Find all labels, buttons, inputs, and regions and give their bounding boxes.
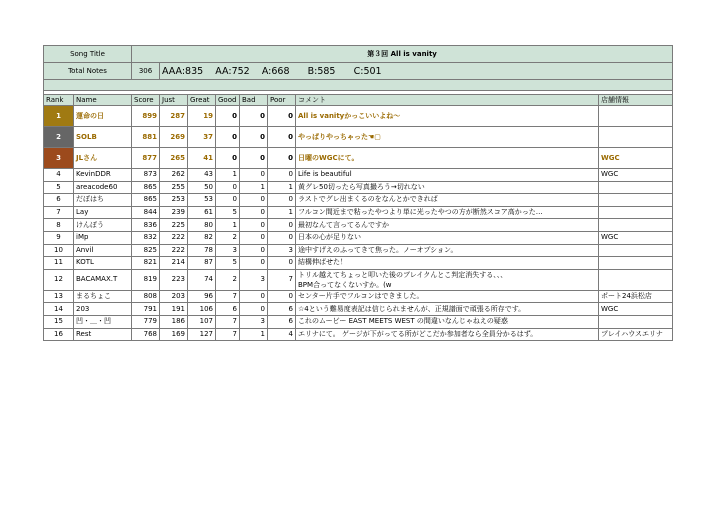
cell-poor: 0 (268, 219, 296, 232)
cell-score: 808 (132, 290, 160, 303)
table-row (44, 181, 673, 194)
aa-threshold: AA:752 (215, 65, 250, 77)
cell-bad: 0 (240, 206, 268, 219)
b-threshold: B:585 (307, 65, 336, 77)
cell-good: 7 (216, 290, 240, 303)
table-row (44, 194, 673, 207)
cell-good: 5 (216, 257, 240, 270)
grade-thresholds (160, 63, 673, 80)
cell-bad: 3 (240, 315, 268, 328)
cell-name: 203 (74, 303, 132, 316)
cell-shop: プレイハウスエリナ (599, 328, 673, 341)
cell-shop (599, 206, 673, 219)
cell-comment: やっぱりやっちゃった☚▢ (296, 127, 599, 148)
cell-poor: 6 (268, 315, 296, 328)
cell-bad: 0 (240, 244, 268, 257)
cell-poor: 0 (268, 194, 296, 207)
table-row (44, 257, 673, 270)
cell-shop (599, 315, 673, 328)
cell-just: 223 (160, 269, 188, 290)
cell-great: 107 (188, 315, 216, 328)
cell-bad: 0 (240, 148, 268, 169)
cell-poor: 0 (268, 106, 296, 127)
cell-good: 5 (216, 206, 240, 219)
cell-score: 821 (132, 257, 160, 270)
cell-comment: これのムービー EAST MEETS WEST の間違いなんじゃねえの疑惑 (296, 315, 599, 328)
table-row (44, 290, 673, 303)
cell-rank: 14 (44, 303, 74, 316)
table-row (44, 244, 673, 257)
cell-poor: 1 (268, 181, 296, 194)
cell-comment: エリナにて。 ゲージが下がってる所がどこだか参加者なら全員分かるはず。 (296, 328, 599, 341)
cell-shop (599, 244, 673, 257)
column-header-row (44, 95, 673, 106)
cell-rank: 1 (44, 106, 74, 127)
cell-great: 50 (188, 181, 216, 194)
cell-comment: ラストでグレ出まくるのをなんとかできれば (296, 194, 599, 207)
cell-good: 2 (216, 231, 240, 244)
cell-bad: 0 (240, 127, 268, 148)
cell-poor: 4 (268, 328, 296, 341)
cell-rank: 15 (44, 315, 74, 328)
cell-good: 3 (216, 244, 240, 257)
table-row (44, 328, 673, 341)
cell-good: 0 (216, 181, 240, 194)
cell-comment: ☆4という難易度表記は信じられませんが、正規譜面で頑張る所存です。 (296, 303, 599, 316)
cell-poor: 7 (268, 269, 296, 290)
cell-bad: 0 (240, 194, 268, 207)
song-title: 第３回 All is vanity (132, 46, 673, 63)
cell-shop: WGC (599, 303, 673, 316)
cell-good: 0 (216, 127, 240, 148)
table-row (44, 231, 673, 244)
cell-name: まるちょこ (74, 290, 132, 303)
col-comment: コメント (296, 95, 599, 106)
cell-poor: 0 (268, 169, 296, 182)
table-row (44, 106, 673, 127)
cell-great: 87 (188, 257, 216, 270)
cell-comment (296, 269, 599, 290)
cell-great: 61 (188, 206, 216, 219)
cell-rank: 11 (44, 257, 74, 270)
cell-name: KevinDDR (74, 169, 132, 182)
cell-poor: 6 (268, 303, 296, 316)
cell-score: 836 (132, 219, 160, 232)
cell-shop (599, 181, 673, 194)
cell-bad: 0 (240, 169, 268, 182)
cell-name: 運命の日 (74, 106, 132, 127)
cell-name: Lay (74, 206, 132, 219)
cell-score: 825 (132, 244, 160, 257)
cell-great: 106 (188, 303, 216, 316)
cell-good: 0 (216, 194, 240, 207)
cell-rank: 7 (44, 206, 74, 219)
cell-score: 768 (132, 328, 160, 341)
cell-just: 203 (160, 290, 188, 303)
cell-name: iMp (74, 231, 132, 244)
cell-poor: 0 (268, 290, 296, 303)
cell-good: 1 (216, 169, 240, 182)
cell-comment: センター片手でフルコンはできました。 (296, 290, 599, 303)
cell-rank: 4 (44, 169, 74, 182)
cell-name: areacode60 (74, 181, 132, 194)
cell-poor: 0 (268, 257, 296, 270)
cell-great: 80 (188, 219, 216, 232)
cell-poor: 0 (268, 231, 296, 244)
cell-score: 844 (132, 206, 160, 219)
table-row (44, 169, 673, 182)
cell-bad: 1 (240, 181, 268, 194)
cell-score: 791 (132, 303, 160, 316)
col-great: Great (188, 95, 216, 106)
cell-comment: 黄グレ50切ったら写真撮ろう→切れない (296, 181, 599, 194)
cell-comment: 途中すげえのふってきて焦った。ノーオプション。 (296, 244, 599, 257)
table-row (44, 206, 673, 219)
col-shop: 店舗情報 (599, 95, 673, 106)
cell-great: 19 (188, 106, 216, 127)
table-row (44, 303, 673, 316)
cell-just: 269 (160, 127, 188, 148)
cell-great: 96 (188, 290, 216, 303)
cell-just: 265 (160, 148, 188, 169)
cell-rank: 6 (44, 194, 74, 207)
cell-shop (599, 127, 673, 148)
cell-rank: 2 (44, 127, 74, 148)
cell-score: 865 (132, 181, 160, 194)
cell-score: 873 (132, 169, 160, 182)
cell-rank: 8 (44, 219, 74, 232)
cell-just: 253 (160, 194, 188, 207)
total-notes-label: Total Notes (44, 63, 132, 80)
total-notes-value: 306 (132, 63, 160, 80)
cell-great: 41 (188, 148, 216, 169)
cell-rank: 5 (44, 181, 74, 194)
table-row (44, 315, 673, 328)
cell-just: 222 (160, 244, 188, 257)
cell-just: 214 (160, 257, 188, 270)
cell-good: 7 (216, 328, 240, 341)
table-row (44, 127, 673, 148)
cell-just: 255 (160, 181, 188, 194)
cell-name: だぼはち (74, 194, 132, 207)
cell-shop: WGC (599, 231, 673, 244)
cell-just: 186 (160, 315, 188, 328)
col-bad: Bad (240, 95, 268, 106)
spacer-row (44, 80, 673, 91)
cell-poor: 3 (268, 244, 296, 257)
cell-bad: 0 (240, 106, 268, 127)
c-threshold: C:501 (353, 65, 382, 77)
cell-poor: 1 (268, 206, 296, 219)
cell-just: 169 (160, 328, 188, 341)
cell-good: 7 (216, 315, 240, 328)
col-score: Score (132, 95, 160, 106)
cell-comment: フルコン間近まで粘ったやつより単に光ったやつの方が断然スコア高かった… (296, 206, 599, 219)
cell-poor: 0 (268, 127, 296, 148)
cell-just: 287 (160, 106, 188, 127)
col-good: Good (216, 95, 240, 106)
cell-score: 819 (132, 269, 160, 290)
song-title-label: Song Title (44, 46, 132, 63)
cell-great: 37 (188, 127, 216, 148)
cell-name: Anvil (74, 244, 132, 257)
song-title-row (44, 46, 673, 63)
cell-score: 865 (132, 194, 160, 207)
cell-shop: WGC (599, 148, 673, 169)
cell-shop (599, 194, 673, 207)
cell-shop (599, 269, 673, 290)
cell-bad: 0 (240, 303, 268, 316)
cell-great: 53 (188, 194, 216, 207)
cell-good: 6 (216, 303, 240, 316)
cell-just: 222 (160, 231, 188, 244)
cell-name: JLさん (74, 148, 132, 169)
cell-great: 82 (188, 231, 216, 244)
comment-line: BPM合ってなくないすか。(w (298, 280, 392, 289)
table-row (44, 219, 673, 232)
cell-shop (599, 106, 673, 127)
aaa-threshold: AAA:835 (162, 65, 204, 77)
cell-great: 43 (188, 169, 216, 182)
cell-name: SOLB (74, 127, 132, 148)
cell-bad: 0 (240, 231, 268, 244)
a-threshold: A:668 (261, 65, 290, 77)
cell-bad: 1 (240, 328, 268, 341)
cell-comment: 日曜のWGCにて。 (296, 148, 599, 169)
cell-score: 877 (132, 148, 160, 169)
cell-name: KOTL (74, 257, 132, 270)
cell-bad: 0 (240, 219, 268, 232)
cell-comment: 日本の心が足りない (296, 231, 599, 244)
table-row (44, 269, 673, 290)
cell-rank: 3 (44, 148, 74, 169)
cell-rank: 10 (44, 244, 74, 257)
cell-comment: 結構伸ばせた！ (296, 257, 599, 270)
cell-shop: ポート24浜松店 (599, 290, 673, 303)
cell-good: 0 (216, 106, 240, 127)
col-just: Just (160, 95, 188, 106)
cell-score: 832 (132, 231, 160, 244)
cell-poor: 0 (268, 148, 296, 169)
total-notes-row (44, 63, 673, 80)
cell-score: 881 (132, 127, 160, 148)
cell-just: 262 (160, 169, 188, 182)
cell-score: 779 (132, 315, 160, 328)
cell-comment: 最初なんて言ってるんですか (296, 219, 599, 232)
cell-rank: 16 (44, 328, 74, 341)
cell-shop (599, 219, 673, 232)
ranking-rows (44, 106, 673, 341)
col-name: Name (74, 95, 132, 106)
cell-good: 1 (216, 219, 240, 232)
cell-name: Rest (74, 328, 132, 341)
cell-name: BACAMAX.T (74, 269, 132, 290)
cell-great: 74 (188, 269, 216, 290)
cell-name: 凹・＿・凹 (74, 315, 132, 328)
cell-just: 191 (160, 303, 188, 316)
col-poor: Poor (268, 95, 296, 106)
table-row (44, 148, 673, 169)
col-rank: Rank (44, 95, 74, 106)
cell-rank: 13 (44, 290, 74, 303)
cell-comment: All is vanityかっこいいよね～ (296, 106, 599, 127)
cell-bad: 0 (240, 290, 268, 303)
cell-good: 2 (216, 269, 240, 290)
cell-just: 239 (160, 206, 188, 219)
cell-name: けんぼう (74, 219, 132, 232)
cell-rank: 12 (44, 269, 74, 290)
cell-good: 0 (216, 148, 240, 169)
cell-great: 127 (188, 328, 216, 341)
cell-shop (599, 257, 673, 270)
cell-rank: 9 (44, 231, 74, 244)
cell-bad: 0 (240, 257, 268, 270)
cell-just: 225 (160, 219, 188, 232)
cell-great: 78 (188, 244, 216, 257)
ranking-sheet (43, 45, 673, 341)
comment-line: トリル越えてちょっと叩いた後のブレイクんとこ判定消失する、、、 (298, 270, 508, 279)
cell-score: 899 (132, 106, 160, 127)
cell-bad: 3 (240, 269, 268, 290)
cell-shop: WGC (599, 169, 673, 182)
cell-comment: Life is beautiful (296, 169, 599, 182)
